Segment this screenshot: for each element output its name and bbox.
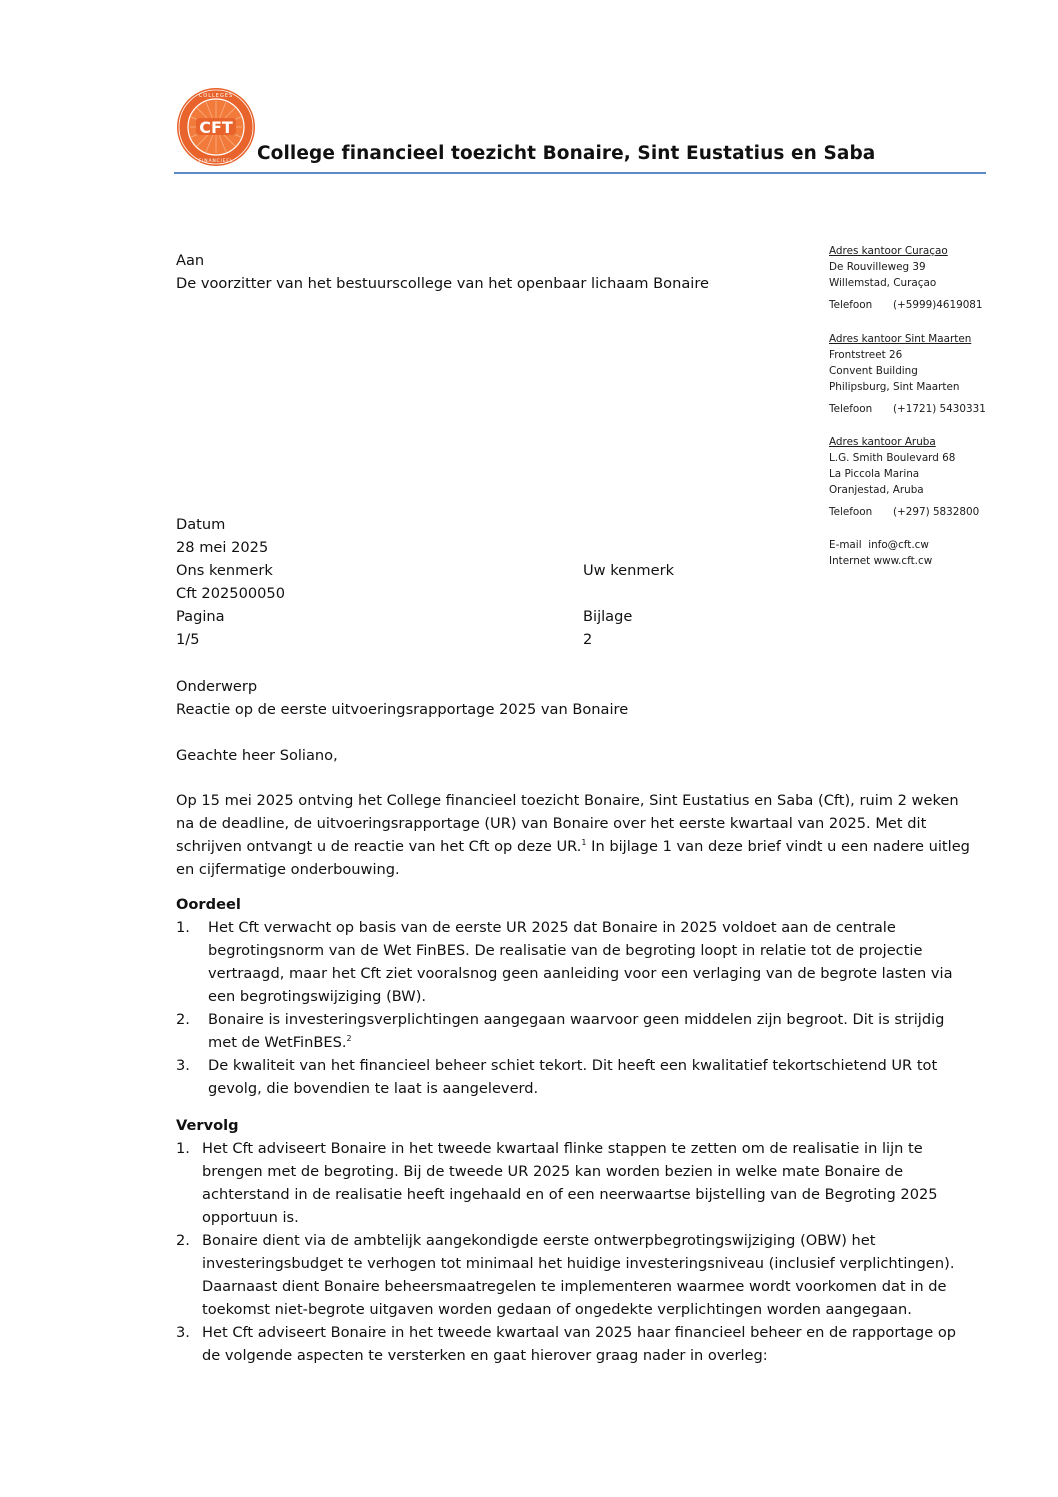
office-heading-sint-maarten: Adres kantoor Sint Maarten bbox=[829, 333, 972, 345]
list-item-text: De kwaliteit van het financieel beheer schiet tekort. Dit heeft een kwalitatief tekortschietend UR tot gevolg, die bovendien te laat is aangeleverd. bbox=[208, 1057, 938, 1097]
phone-number: (+297) 5832800 bbox=[893, 506, 980, 518]
attachment-label: Bijlage bbox=[583, 608, 633, 625]
office-address-line: Oranjestad, Aruba bbox=[829, 484, 924, 496]
header-divider bbox=[174, 172, 986, 174]
office-phone-sint-maarten bbox=[829, 402, 986, 416]
svg-text:CFT: CFT bbox=[199, 118, 233, 137]
organization-title: College financieel toezicht Bonaire, Sint Eustatius en Saba bbox=[257, 143, 876, 164]
date-value: 28 mei 2025 bbox=[176, 539, 269, 556]
list-item-number: 1. bbox=[176, 1140, 190, 1157]
intro-paragraph bbox=[176, 789, 971, 881]
vervolg-list bbox=[176, 1137, 976, 1367]
list-item bbox=[176, 916, 966, 1008]
list-item bbox=[176, 1137, 976, 1229]
list-item-number: 3. bbox=[176, 1324, 190, 1341]
recipient-label: Aan bbox=[176, 252, 205, 269]
contact-internet bbox=[829, 554, 932, 568]
list-item bbox=[176, 1229, 976, 1321]
intro-text: Op 15 mei 2025 ontving het College financieel toezicht Bonaire, Sint Eustatius en Saba (Cft), ruim 2 weken na de deadline, de uitvoeringsrapportage (UR) van Bonaire over het eerste kwartaal van 2025. Met dit schrijven ontvangt u de reactie van het Cft op deze UR. bbox=[176, 792, 959, 855]
contact-email bbox=[829, 538, 929, 552]
phone-label: Telefoon bbox=[829, 506, 873, 518]
office-address-line: Philipsburg, Sint Maarten bbox=[829, 381, 960, 393]
list-item-number: 2. bbox=[176, 1232, 190, 1249]
phone-number: (+1721) 5430331 bbox=[893, 403, 986, 415]
cft-seal-logo-icon bbox=[176, 87, 256, 167]
svg-text:COLLEGES: COLLEGES bbox=[198, 93, 234, 99]
list-item-text-body: Bonaire is investeringsverplichtingen aangegaan waarvoor geen middelen zijn begroot. Dit is strijdig met de WetFinBES. bbox=[208, 1011, 945, 1051]
list-item bbox=[176, 1054, 966, 1100]
list-item-text: Het Cft adviseert Bonaire in het tweede kwartaal flinke stappen te zetten om de realisatie in lijn te brengen met de begroting. Bij de tweede UR 2025 kan worden bezien in welke mate Bonaire de achterstand in de realisatie heeft ingehaald en of een neerwaartse bijstelling van de Begroting 2025 opportuun is. bbox=[202, 1140, 938, 1226]
our-reference-label: Ons kenmerk bbox=[176, 562, 273, 579]
office-address-line: L.G. Smith Boulevard 68 bbox=[829, 452, 956, 464]
page-label: Pagina bbox=[176, 608, 225, 625]
recipient-name: De voorzitter van het bestuurscollege van het openbaar lichaam Bonaire bbox=[176, 275, 710, 292]
office-address-line: Frontstreet 26 bbox=[829, 349, 903, 361]
list-item-number: 1. bbox=[176, 919, 190, 936]
list-item-number: 2. bbox=[176, 1011, 190, 1028]
list-item-text: Het Cft adviseert Bonaire in het tweede kwartaal van 2025 haar financieel beheer en de rapportage op de volgende aspecten te versterken en gaat hierover graag nader in overleg: bbox=[202, 1324, 957, 1364]
list-item-number: 3. bbox=[176, 1057, 190, 1074]
date-label: Datum bbox=[176, 516, 226, 533]
office-address-line: Convent Building bbox=[829, 365, 918, 377]
oordeel-list bbox=[176, 916, 966, 1100]
phone-number: (+5999)4619081 bbox=[893, 299, 983, 311]
attachment-count: 2 bbox=[583, 631, 593, 648]
page-number: 1/5 bbox=[176, 631, 200, 648]
footnote-ref-2[interactable]: 2 bbox=[346, 1034, 352, 1043]
section-heading-oordeel: Oordeel bbox=[176, 896, 241, 913]
cft-logo bbox=[176, 87, 256, 167]
email-link[interactable]: info@cft.cw bbox=[868, 539, 929, 551]
list-item-text: Het Cft verwacht op basis van de eerste UR 2025 dat Bonaire in 2025 voldoet aan de centrale begrotingsnorm van de Wet FinBES. De realisatie van de begroting loopt in relatie tot de projectie vertraagd, maar het Cft ziet vooralsnog geen aanleiding voor een verlaging van de begrote lasten via een begrotingswijziging (BW). bbox=[208, 919, 953, 1005]
footnote-ref-1[interactable]: 1 bbox=[581, 838, 587, 847]
office-heading-aruba: Adres kantoor Aruba bbox=[829, 436, 936, 448]
phone-label: Telefoon bbox=[829, 403, 873, 415]
website-link[interactable]: www.cft.cw bbox=[873, 555, 933, 567]
list-item-text: Bonaire dient via de ambtelijk aangekondigde eerste ontwerpbegrotingswijziging (OBW) het investeringsbudget te verhogen tot minimaal het huidige investeringsniveau (inclusief verplichtingen). Daarnaast dient Bonaire beheersmaatregelen te implementeren waarmee wordt voorkomen dat in de toekomst niet-begrote uitgaven worden gedaan of ongedekte verplichtingen worden aangegaan. bbox=[202, 1232, 955, 1318]
internet-label: Internet bbox=[829, 555, 871, 567]
svg-text:FINANCIEEL: FINANCIEEL bbox=[198, 159, 234, 164]
office-address-line: De Rouvilleweg 39 bbox=[829, 261, 926, 273]
our-reference-value: Cft 202500050 bbox=[176, 585, 285, 602]
office-address-line: Willemstad, Curaçao bbox=[829, 277, 937, 289]
intro-text-continued: In bijlage 1 van deze brief vindt u een nadere uitleg en cijfermatige onderbouwing. bbox=[176, 838, 970, 878]
your-reference-label: Uw kenmerk bbox=[583, 562, 675, 579]
list-item bbox=[176, 1321, 976, 1367]
subject-label: Onderwerp bbox=[176, 678, 258, 695]
list-item bbox=[176, 1008, 966, 1054]
list-item-text bbox=[208, 1011, 944, 1051]
office-phone-aruba bbox=[829, 505, 979, 519]
section-heading-vervolg: Vervolg bbox=[176, 1117, 239, 1134]
subject-text: Reactie op de eerste uitvoeringsrapportage 2025 van Bonaire bbox=[176, 701, 629, 718]
office-heading-curacao: Adres kantoor Curaçao bbox=[829, 245, 948, 257]
salutation: Geachte heer Soliano, bbox=[176, 747, 338, 764]
office-address-line: La Piccola Marina bbox=[829, 468, 920, 480]
office-phone-curacao bbox=[829, 298, 983, 312]
email-label: E-mail bbox=[829, 539, 862, 551]
phone-label: Telefoon bbox=[829, 299, 873, 311]
